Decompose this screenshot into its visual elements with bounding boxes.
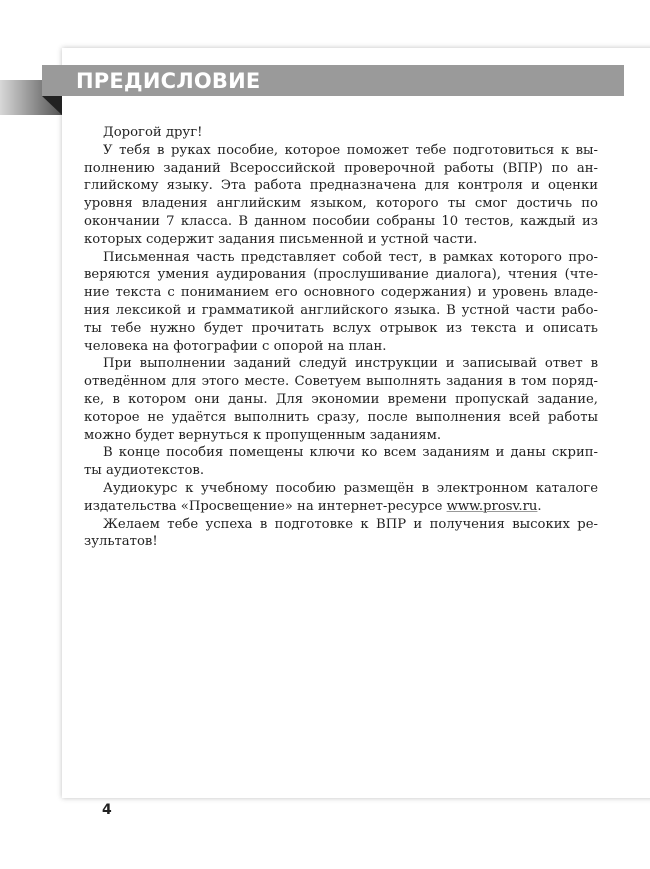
text-line: издательства «Просвещение» на интернет-ресурсе www.prosv.ru. xyxy=(84,498,542,514)
text-line xyxy=(84,391,598,409)
publisher-link[interactable]: www.prosv.ru xyxy=(446,498,538,514)
section-title: ПРЕДИСЛОВИЕ xyxy=(76,69,261,93)
text-line xyxy=(84,195,598,213)
text-line xyxy=(84,213,598,231)
text-line xyxy=(84,533,598,551)
text-line xyxy=(84,462,598,480)
text-line xyxy=(84,338,598,356)
line-text: полнению заданий Всероссийской проверочной работы (ВПР) по ан- xyxy=(84,160,598,176)
line-text: Желаем тебе успеха в подготовке к ВПР и получения высоких ре- xyxy=(103,516,598,532)
text-line xyxy=(84,266,598,284)
text-line xyxy=(84,355,598,373)
text-line xyxy=(84,516,598,534)
paragraph xyxy=(84,444,598,480)
paragraph xyxy=(84,480,598,516)
line-text: можно будет вернуться к пропущенным заданиям. xyxy=(84,427,442,443)
line-text: уровня владения английским языком, которого ты смог достичь по xyxy=(84,196,598,212)
line-text: которых содержит задания письменной и устной части. xyxy=(84,231,478,247)
text-line xyxy=(84,284,598,302)
paragraph xyxy=(84,516,598,552)
paragraph xyxy=(84,355,598,444)
ribbon-fold-decoration xyxy=(42,96,62,115)
section-header xyxy=(42,65,624,96)
greeting: Дорогой друг! xyxy=(103,125,203,140)
text-line xyxy=(84,320,598,338)
text-line xyxy=(84,249,598,267)
text-line xyxy=(84,427,598,445)
line-text: человека на фотографии с опорой на план. xyxy=(84,338,387,354)
text-line xyxy=(84,444,598,462)
line-text: ты аудиотекстов. xyxy=(84,463,205,479)
paragraph xyxy=(84,249,598,356)
paragraph xyxy=(84,142,598,249)
line-text: При выполнении заданий следуй инструкции и записывай ответ в xyxy=(103,356,598,372)
text-line xyxy=(84,480,598,498)
line-text: ке, в котором они даны. Для экономии времени пропускай задание, xyxy=(84,391,598,407)
line-text: веряются умения аудирования (прослушивание диалога), чтения (чте- xyxy=(84,267,598,283)
page-number: 4 xyxy=(102,802,112,818)
line-text: издательства «Просвещение» на интернет-ресурсе xyxy=(84,498,443,514)
line-text: В конце пособия помещены ключи ко всем заданиям и даны скрип- xyxy=(103,445,598,461)
text-line xyxy=(84,373,598,391)
line-text: ты тебе нужно будет прочитать вслух отрывок из текста и описать xyxy=(84,320,598,336)
preface-body xyxy=(84,124,598,551)
line-text: У тебя в руках пособие, которое поможет тебе подготовиться к вы- xyxy=(103,142,598,158)
text-line xyxy=(84,302,598,320)
line-text: зультатов! xyxy=(84,534,158,550)
text-line xyxy=(84,160,598,178)
line-text: Аудиокурс к учебному пособию размещён в электронном каталоге xyxy=(103,480,598,496)
text-line xyxy=(84,177,598,195)
text-line xyxy=(84,142,598,160)
line-text: которое не удаётся выполнить сразу, после выполнения всей работы xyxy=(84,409,598,425)
line-text: отведённом для этого месте. Советуем выполнять задания в том поряд- xyxy=(84,374,598,390)
line-text: окончании 7 класса. В данном пособии собраны 10 тестов, каждый из xyxy=(84,213,598,229)
line-text: ние текста с пониманием его основного содержания) и уровень владе- xyxy=(84,285,598,301)
text-line xyxy=(84,231,598,249)
line-text: ния лексикой и грамматикой английского языка. В устной части рабо- xyxy=(84,302,598,318)
line-text: Письменная часть представляет собой тест, в рамках которого про- xyxy=(103,249,598,265)
line-text: глийскому языку. Эта работа предназначена для контроля и оценки xyxy=(84,178,598,194)
text-line xyxy=(84,409,598,427)
